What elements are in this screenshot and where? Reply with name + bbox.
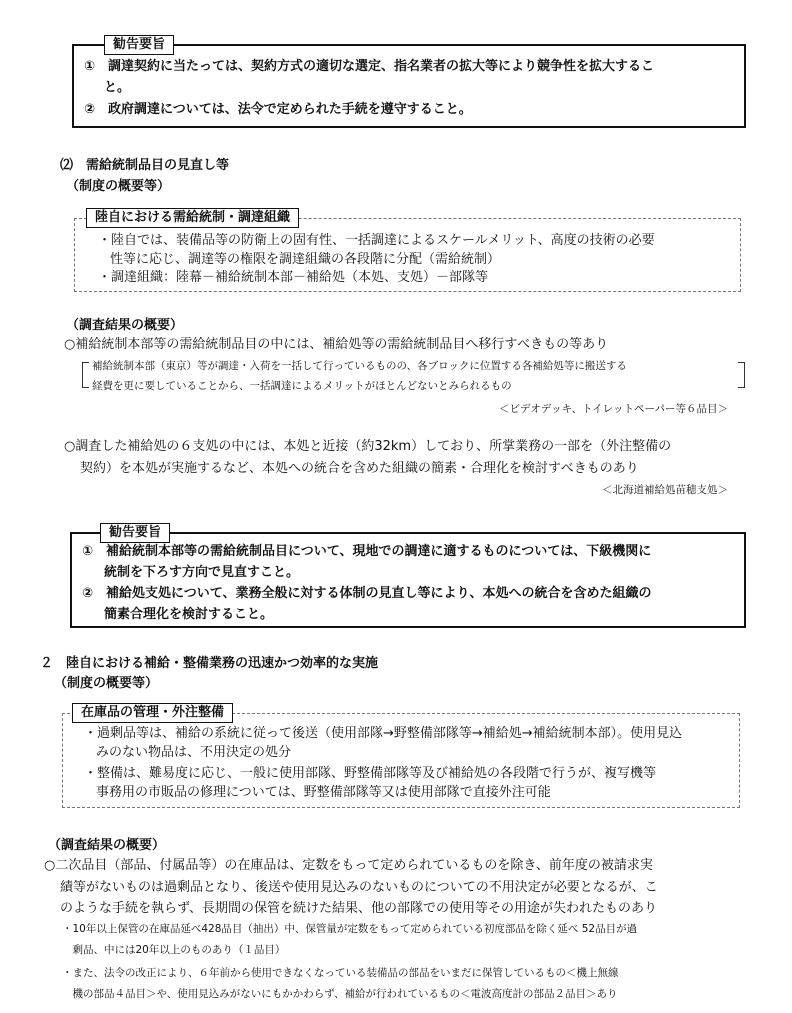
section-2-finding-1-main: ○補給統制本部等の需給統制品目の中には、補給処等の需給統制品目へ移行すべきもの等あり xyxy=(64,337,609,352)
section-3-bullet-line-1: ・10年以上保管の在庫品延べ428品目（抽出）中、保管量が定数をもって定められている初度部品を除く延べ 52品目が過 xyxy=(62,923,638,935)
section-3-finding-line-3: のような手続を執らず、長期間の保管を続けた結果、他の部隊での使用等その用途が失われたものあり xyxy=(60,901,657,916)
section-3-finding-line-2: 績等がないものは過剰品となり、後送や使用見込みのないものについての不用決定が必要となるが、こ xyxy=(60,880,658,895)
section-2-finding-1-detail-2: 経費を更に要していることから、一括調達によるメリットがほとんどないとみられるもの xyxy=(92,380,512,392)
section-2-overview-line-3: ・調達組織：陸幕－補給統制本部－補給処（本処、支処）－部隊等 xyxy=(98,270,489,285)
section-3-overview-line-1: ・過剰品等は、補給の系統に従って後送（使用部隊→野整備部隊等→補給処→補給統制本部）。使用見込 xyxy=(84,726,683,741)
section-3-finding-line-1: ○二次品目（部品、付属品等）の在庫品は、定数をもって定められているものを除き、前年度の被請求実 xyxy=(44,858,653,873)
section-2-overview-label: （制度の概要等） xyxy=(66,179,171,194)
rec1-line-2: と。 xyxy=(104,80,131,95)
section-3-overview-line-3: ・整備は、難易度に応じ、一般に使用部隊、野整備部隊等及び補給処の各段階で行うが、複写機等 xyxy=(84,766,657,781)
section-3-bullet-line-4: 機の部品４品目＞や、使用見込みがないにもかかわらず、補給が行われているもの＜電波高度計の部品２品目＞あり xyxy=(62,988,618,1000)
finding-1-left-bracket xyxy=(82,362,89,388)
section-2-finding-1-detail-1: 補給統制本部（東京）等が調達・入荷を一括して行っているものの、各ブロックに位置する各補給処等に搬送する xyxy=(92,360,627,372)
rec1-line-3: ② 政府調達については、法令で定められた手続を遵守すること。 xyxy=(84,102,472,117)
section-2-finding-1-example: ＜ビデオデッキ、トイレットペーパー等６品目＞ xyxy=(498,403,728,415)
recommendation-label-2: 勧告要旨 xyxy=(100,523,170,543)
rec1-line-1: ① 調達契約に当たっては、契約方式の適切な選定、指名業者の拡大等により競争性を拡大するこ xyxy=(84,59,655,74)
section-2-overview-box-label: 陸自における需給統制・調達組織 xyxy=(86,208,299,228)
rec2-line-3: ② 補給処支処について、業務全般に対する体制の見直し等により、本処への統合を含めた組織の xyxy=(82,586,652,601)
finding-1-right-bracket xyxy=(738,362,745,388)
section-3-bullet-line-3: ・また、法令の改正により、６年前から使用できなくなっている装備品の部品をいまだに保管しているもの＜機上無線 xyxy=(62,967,619,979)
section-2-overview-line-2: 性等に応じ、調達等の権限を調達組織の各段階に分配（需給統制） xyxy=(110,252,501,267)
rec2-line-4: 簡素合理化を検討すること。 xyxy=(104,607,274,622)
section-3-overview-label: （制度の概要等） xyxy=(54,676,159,691)
section-3-bullet-line-2: 剰品、中には20年以上のものあり（１品目） xyxy=(62,944,286,956)
section-3-heading: ２ 陸自における補給・整備業務の迅速かつ効率的な実施 xyxy=(40,656,379,671)
section-2-findings-label: （調査結果の概要） xyxy=(66,318,184,333)
section-2-finding-2-line-2: 契約）を本処が実施するなど、本処への統合を含めた組織の簡素・合理化を検討すべきものあり xyxy=(80,461,639,476)
section-3-overview-line-2: みのない物品は、不用決定の処分 xyxy=(96,745,292,760)
section-2-overview-line-1: ・陸自では、装備品等の防衛上の固有性、一括調達によるスケールメリット、高度の技術の必要 xyxy=(98,233,655,248)
section-3-overview-line-4: 事務用の市販品の修理については、野整備部隊等又は使用部隊で直接外注可能 xyxy=(96,785,551,800)
section-2-heading: ⑵ 需給統制品目の見直し等 xyxy=(60,158,230,173)
rec2-line-2: 統制を下ろす方向で見直すこと。 xyxy=(104,565,300,580)
section-3-overview-box-label: 在庫品の管理・外注整備 xyxy=(72,703,233,723)
recommendation-label-1: 勧告要旨 xyxy=(104,35,174,55)
rec2-line-1: ① 補給統制本部等の需給統制品目について、現地での調達に適するものについては、下級機関に xyxy=(82,544,652,559)
section-3-findings-label: （調査結果の概要） xyxy=(48,838,166,853)
section-2-finding-2-line-1: ○調査した補給処の６支処の中には、本処と近接（約32km）しており、所掌業務の一部を（外注整備の xyxy=(64,439,672,454)
section-2-finding-2-example: ＜北海道補給処苗穂支処＞ xyxy=(602,484,728,496)
